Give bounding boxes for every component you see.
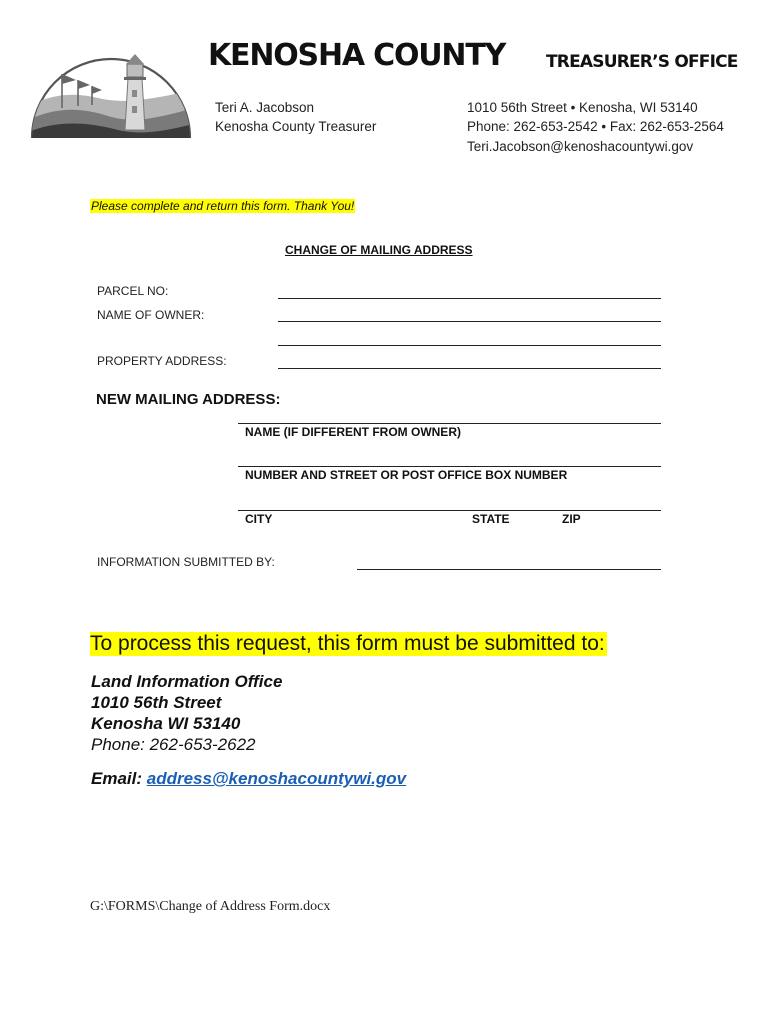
treasurer-name: Teri A. Jacobson	[215, 100, 315, 115]
process-heading: To process this request, this form must be submitted to:	[90, 632, 605, 655]
city-label: CITY	[245, 512, 273, 526]
owner-line-2[interactable]	[278, 345, 661, 346]
email-link[interactable]: address@kenoshacountywi.gov	[146, 769, 407, 788]
property-label: PROPERTY ADDRESS:	[97, 354, 227, 368]
new-mailing-heading: NEW MAILING ADDRESS:	[96, 391, 281, 408]
name-label: NAME (IF DIFFERENT FROM OWNER)	[245, 425, 461, 439]
zip-label: ZIP	[562, 512, 581, 526]
form-title: CHANGE OF MAILING ADDRESS	[285, 243, 473, 257]
county-logo	[28, 34, 194, 146]
instruction-note: Please complete and return this form. Thank You!	[91, 199, 355, 213]
owner-label: NAME OF OWNER:	[97, 308, 205, 322]
email-label: Email:	[91, 769, 147, 788]
treasurer-role: Kenosha County Treasurer	[215, 119, 377, 134]
county-title: KENOSHA COUNTY	[208, 38, 506, 73]
submitted-by-label: INFORMATION SUBMITTED BY:	[97, 555, 275, 569]
document-path: G:\FORMS\Change of Address Form.docx	[90, 899, 331, 914]
property-line[interactable]	[278, 368, 661, 369]
parcel-label: PARCEL NO:	[97, 284, 169, 298]
office-city: Kenosha WI 53140	[91, 714, 241, 733]
street-line[interactable]	[238, 466, 661, 467]
office-name: Land Information Office	[91, 672, 283, 691]
parcel-line[interactable]	[278, 298, 661, 299]
street-label: NUMBER AND STREET OR POST OFFICE BOX NUMBER	[245, 468, 568, 482]
owner-line[interactable]	[278, 321, 661, 322]
office-phone-number: Phone: 262-653-2622	[91, 735, 256, 754]
submitted-by-line[interactable]	[357, 569, 661, 570]
name-line[interactable]	[238, 423, 661, 424]
office-street: 1010 56th Street	[91, 693, 222, 712]
office-email: Teri.Jacobson@kenoshacountywi.gov	[467, 139, 694, 154]
office-title: TREASURER’S OFFICE	[546, 52, 738, 72]
state-label: STATE	[472, 512, 510, 526]
office-address: 1010 56th Street • Kenosha, WI 53140	[467, 100, 698, 115]
submission-address	[91, 671, 282, 755]
office-phone: Phone: 262-653-2542 • Fax: 262-653-2564	[467, 119, 724, 134]
city-line[interactable]	[238, 510, 661, 511]
email-line	[91, 769, 406, 789]
